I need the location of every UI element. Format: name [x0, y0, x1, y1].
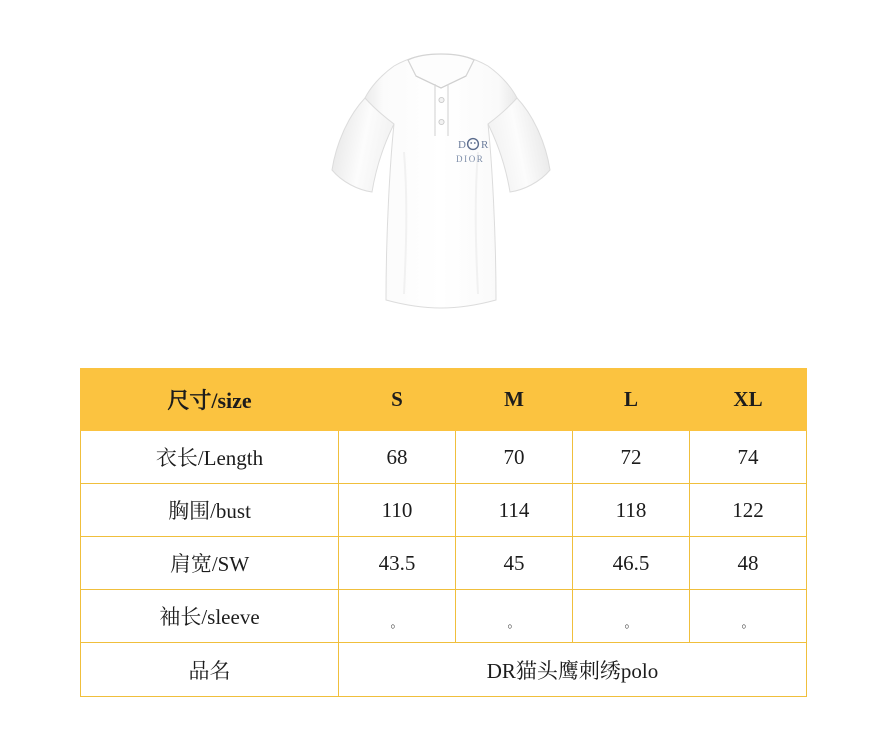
svg-text:D: D: [458, 139, 469, 151]
cell-length-xl: 74: [690, 431, 807, 484]
row-label-shoulder: 肩宽/SW: [81, 537, 339, 590]
chest-logo-label: DIOR: [456, 154, 485, 164]
cell-product-name: DR猫头鹰刺绣polo: [339, 643, 807, 697]
cell-bust-s: 110: [339, 484, 456, 537]
header-size-l: L: [573, 369, 690, 431]
shirt-button-top: [439, 97, 444, 102]
cell-bust-xl: 122: [690, 484, 807, 537]
cell-shoulder-m: 45: [456, 537, 573, 590]
cell-length-l: 72: [573, 431, 690, 484]
header-size-s: S: [339, 369, 456, 431]
cell-sleeve-m-value: 。: [507, 614, 521, 630]
cell-length-s: 68: [339, 431, 456, 484]
row-label-sleeve: 袖长/sleeve: [81, 590, 339, 643]
cell-sleeve-s-value: 。: [390, 614, 404, 630]
shirt-button-bottom: [439, 119, 444, 124]
row-label-product-name: 品名: [81, 643, 339, 697]
table-header-row: [81, 369, 807, 431]
cell-sleeve-xl-value: 。: [741, 614, 755, 630]
table-row: [81, 643, 807, 697]
cell-bust-m: 114: [456, 484, 573, 537]
header-size-m: M: [456, 369, 573, 431]
table-row: [81, 537, 807, 590]
cell-shoulder-s: 43.5: [339, 537, 456, 590]
header-size-xl: XL: [690, 369, 807, 431]
white-polo-shirt: [296, 32, 586, 322]
cell-sleeve-l-value: 。: [624, 614, 638, 630]
cell-length-m: 70: [456, 431, 573, 484]
table-row: [81, 431, 807, 484]
svg-text:R: R: [481, 139, 491, 151]
table-row: [81, 484, 807, 537]
cell-shoulder-l: 46.5: [573, 537, 690, 590]
cell-sleeve-xl: [690, 590, 807, 643]
product-image-area: [0, 0, 882, 355]
cell-sleeve-m: [456, 590, 573, 643]
header-size-label: 尺寸/size: [81, 369, 339, 431]
size-table: [80, 368, 807, 697]
row-label-length: 衣长/Length: [81, 431, 339, 484]
shirt-body: [365, 54, 517, 308]
cell-sleeve-s: [339, 590, 456, 643]
cell-sleeve-l: [573, 590, 690, 643]
row-label-bust: 胸围/bust: [81, 484, 339, 537]
table-row: [81, 590, 807, 643]
cell-bust-l: 118: [573, 484, 690, 537]
cell-shoulder-xl: 48: [690, 537, 807, 590]
size-chart: [80, 368, 805, 697]
